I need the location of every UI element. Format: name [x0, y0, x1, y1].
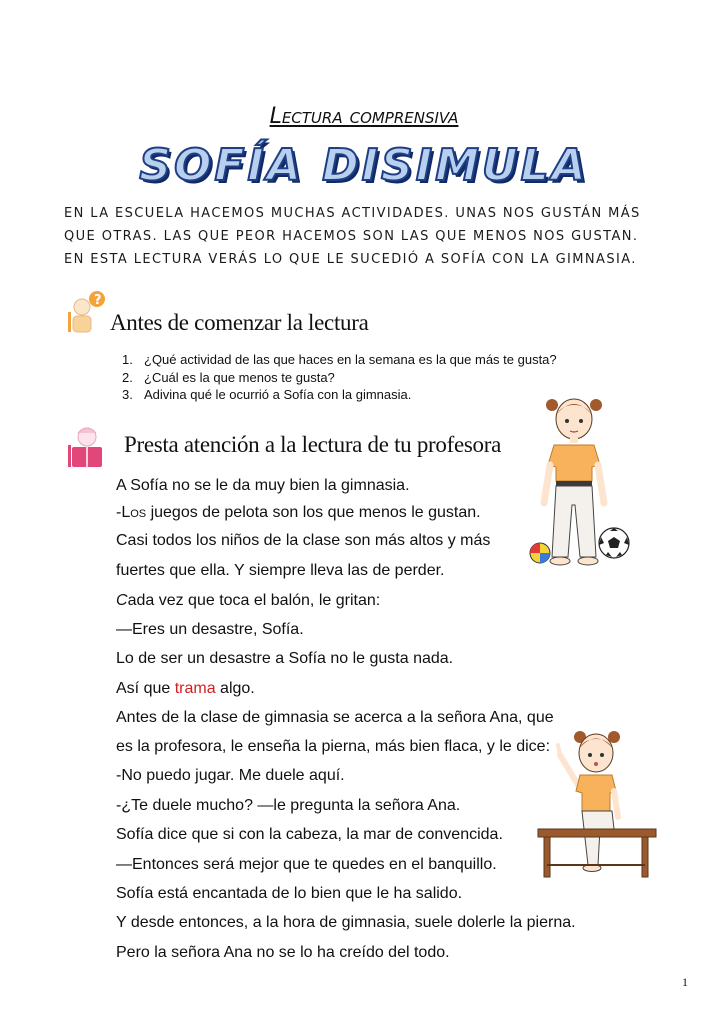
story-fragment: C — [116, 592, 128, 609]
story-fragment: - — [116, 504, 122, 521]
intro-line-2: QUE OTRAS. LAS QUE PEOR HACEMOS SON LAS QUE MENOS NOS GUSTAN. — [64, 229, 639, 244]
question-number: 3. — [122, 387, 133, 402]
story-line — [116, 504, 481, 522]
question-item — [122, 370, 335, 385]
page-subtitle: Lectura comprensiva — [269, 104, 459, 129]
thinking-child-icon — [68, 290, 106, 334]
page-number: 1 — [682, 975, 688, 989]
story-line: Lo de ser un desastre a Sofía no le gusta nada. — [116, 650, 454, 667]
question-item — [122, 352, 557, 367]
story-line: A Sofía no se le da muy bien la gimnasia. — [116, 477, 410, 494]
question-text: Adivina qué le ocurrió a Sofía con la gimnasia. — [144, 387, 412, 402]
reading-girl-icon — [68, 425, 106, 469]
question-number: 1. — [122, 352, 133, 367]
question-text: ¿Cuál es la que menos te gusta? — [144, 370, 335, 385]
page-title: SOFÍA DISIMULA — [139, 140, 589, 191]
story-fragment: juegos de pelota son los que menos le gustan. — [146, 504, 481, 521]
story-line: Casi todos los niños de la clase son más altos y más — [116, 532, 491, 549]
story-fragment: Así que — [116, 680, 175, 697]
listen-heading: Presta atención a la lectura de tu profesora — [124, 432, 501, 457]
highlighted-word: trama — [174, 680, 216, 697]
story-line — [116, 680, 255, 698]
story-line: -¿Te duele mucho? —le pregunta la señora Ana. — [116, 797, 461, 814]
story-line: Y desde entonces, a la hora de gimnasia, suele dolerle la pierna. — [116, 914, 576, 931]
story-line — [116, 592, 380, 610]
story-line: Antes de la clase de gimnasia se acerca a la señora Ana, que — [116, 709, 554, 726]
question-text: ¿Qué actividad de las que haces en la semana es la que más te gusta? — [144, 352, 557, 367]
story-line: —Entonces será mejor que te quedes en el banquillo. — [116, 856, 497, 873]
story-line: Pero la señora Ana no se lo ha creído del todo. — [116, 944, 450, 961]
story-fragment: algo. — [215, 680, 255, 697]
girl-sitting-illustration — [530, 725, 660, 880]
story-line: fuertes que ella. Y siempre lleva las de perder. — [116, 562, 445, 579]
story-line: —Eres un desastre, Sofía. — [116, 621, 304, 638]
story-line: Sofía está encantada de lo bien que le ha salido. — [116, 885, 463, 902]
question-number: 2. — [122, 370, 133, 385]
story-fragment: ada vez que toca el balón, le gritan: — [127, 592, 381, 609]
story-line: Sofía dice que si con la cabeza, la mar de convencida. — [116, 826, 503, 843]
before-reading-heading: Antes de comenzar la lectura — [110, 310, 369, 335]
question-item — [122, 387, 411, 402]
girl-standing-illustration — [500, 385, 640, 580]
svg-text:?: ? — [94, 293, 102, 308]
intro-line-3: EN ESTA LECTURA VERÁS LO QUE LE SUCEDIÓ A SOFÍA CON LA GIMNASIA. — [64, 252, 637, 267]
story-fragment: Los — [121, 504, 147, 521]
intro-line-1: EN LA ESCUELA HACEMOS MUCHAS ACTIVIDADES. UNAS NOS GUSTÁN MÁS — [64, 206, 641, 221]
story-line: -No puedo jugar. Me duele aquí. — [116, 767, 345, 784]
story-line: es la profesora, le enseña la pierna, más bien flaca, y le dice: — [116, 738, 551, 755]
